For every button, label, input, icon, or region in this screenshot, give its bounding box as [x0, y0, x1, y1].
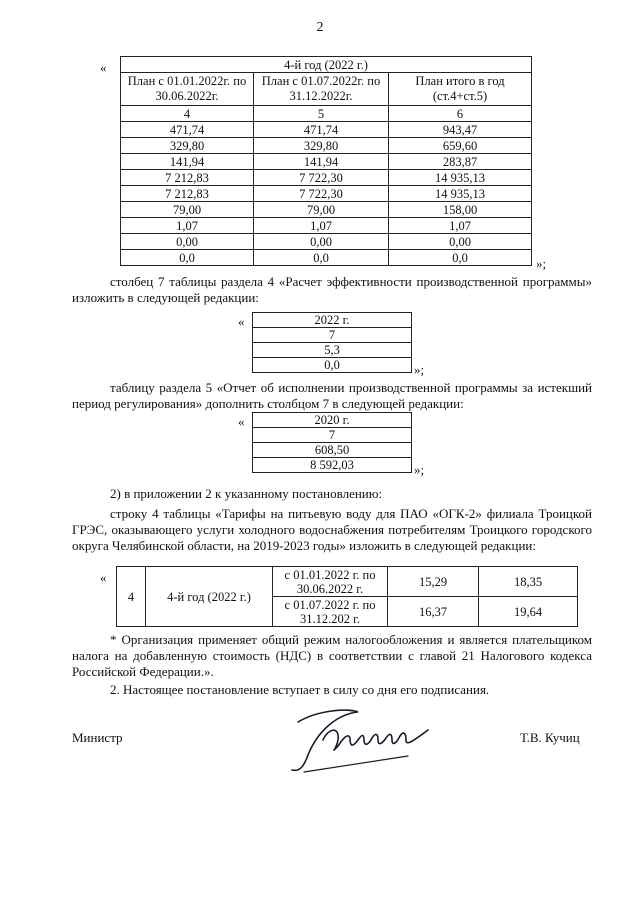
cell: 0,00	[121, 234, 254, 250]
table-efficiency	[252, 312, 412, 373]
cell: 0,0	[121, 250, 254, 266]
cell: 7 722,30	[254, 170, 389, 186]
cell: 7	[253, 428, 412, 443]
close-quote: »;	[414, 462, 425, 477]
cell: 608,50	[253, 443, 412, 458]
cell: 14 935,13	[389, 186, 532, 202]
open-quote: «	[238, 414, 245, 429]
cell: 7 212,83	[121, 170, 254, 186]
cell: 0,0	[253, 358, 412, 373]
cell: 7 722,30	[254, 186, 389, 202]
cell: 0,00	[254, 234, 389, 250]
cell: 8 592,03	[253, 458, 412, 473]
open-quote: «	[238, 314, 245, 329]
paragraph-effective: 2. Настоящее постановление вступает в силу со дня его подписания.	[110, 682, 490, 697]
paragraph-section4: столбец 7 таблицы раздела 4 «Расчет эффективности производственной программы» изложить в следующей редакции:	[72, 274, 592, 305]
open-quote: «	[100, 570, 107, 585]
table-row	[121, 170, 532, 186]
tariff-cell: 15,29	[388, 567, 479, 597]
signer-name: Т.В. Кучиц	[520, 730, 580, 745]
cell: 0,00	[389, 234, 532, 250]
tariff-cell: 19,64	[479, 597, 578, 627]
table-title: 4-й год (2022 г.)	[121, 57, 532, 73]
table-row	[121, 138, 532, 154]
close-quote: »;	[414, 362, 425, 377]
open-quote: «	[100, 60, 107, 75]
cell: 1,07	[389, 218, 532, 234]
cell: 79,00	[254, 202, 389, 218]
cell: 1,07	[121, 218, 254, 234]
table-row	[121, 122, 532, 138]
col-number: 4	[121, 106, 254, 122]
table-tariffs	[116, 566, 578, 627]
header-cell: План с 01.01.2022г. по 30.06.2022г.	[121, 73, 254, 106]
col-number: 6	[389, 106, 532, 122]
cell: 5,3	[253, 343, 412, 358]
cell: 2020 г.	[253, 413, 412, 428]
footnote: * Организация применяет общий режим налогообложения и является плательщиком налога на добавленную стоимость (НДС) в соответствии с главой 21 Налогового кодекса Российской Федерации.».	[72, 632, 592, 679]
table-report	[252, 412, 412, 473]
cell: 79,00	[121, 202, 254, 218]
cell: 1,07	[254, 218, 389, 234]
row-number: 4	[117, 567, 146, 627]
cell: 471,74	[121, 122, 254, 138]
signer-title: Министр	[72, 730, 123, 745]
paragraph-appendix2: 2) в приложении 2 к указанному постановлению:	[110, 486, 383, 501]
cell: 329,80	[254, 138, 389, 154]
table-row	[121, 186, 532, 202]
period-cell: с 01.07.2022 г. по 31.12.202 г.	[273, 597, 388, 627]
table-row	[121, 202, 532, 218]
signature-image	[278, 700, 448, 780]
page-number: 2	[316, 20, 324, 35]
cell: 7	[253, 328, 412, 343]
cell: 158,00	[389, 202, 532, 218]
table-row	[121, 250, 532, 266]
cell: 329,80	[121, 138, 254, 154]
header-cell: План итого в год (ст.4+ст.5)	[389, 73, 532, 106]
cell: 471,74	[254, 122, 389, 138]
cell: 141,94	[254, 154, 389, 170]
cell: 943,47	[389, 122, 532, 138]
period-cell: с 01.01.2022 г. по 30.06.2022 г.	[273, 567, 388, 597]
tariff-cell: 16,37	[388, 597, 479, 627]
tariff-cell: 18,35	[479, 567, 578, 597]
year-cell: 4-й год (2022 г.)	[146, 567, 273, 627]
cell: 2022 г.	[253, 313, 412, 328]
table-row	[121, 154, 532, 170]
table-row	[121, 234, 532, 250]
cell: 141,94	[121, 154, 254, 170]
table-row	[121, 218, 532, 234]
paragraph-tariffs: строку 4 таблицы «Тарифы на питьевую воду для ПАО «ОГК-2» филиала Троицкой ГРЭС, оказывающего услуги холодного водоснабжения потребителям Троицкого городского округа Челябинской области, на 2019-2023 годы» изложить в следующей редакции:	[72, 506, 592, 553]
cell: 659,60	[389, 138, 532, 154]
header-cell: План с 01.07.2022г. по 31.12.2022г.	[254, 73, 389, 106]
table-plan-2022	[120, 56, 532, 266]
cell: 283,87	[389, 154, 532, 170]
cell: 7 212,83	[121, 186, 254, 202]
paragraph-section5: таблицу раздела 5 «Отчет об исполнении производственной программы за истекший период регулирования» дополнить столбцом 7 в следующей редакции:	[72, 380, 592, 411]
close-quote: »;	[536, 256, 547, 271]
cell: 0,0	[389, 250, 532, 266]
col-number: 5	[254, 106, 389, 122]
cell: 0,0	[254, 250, 389, 266]
cell: 14 935,13	[389, 170, 532, 186]
